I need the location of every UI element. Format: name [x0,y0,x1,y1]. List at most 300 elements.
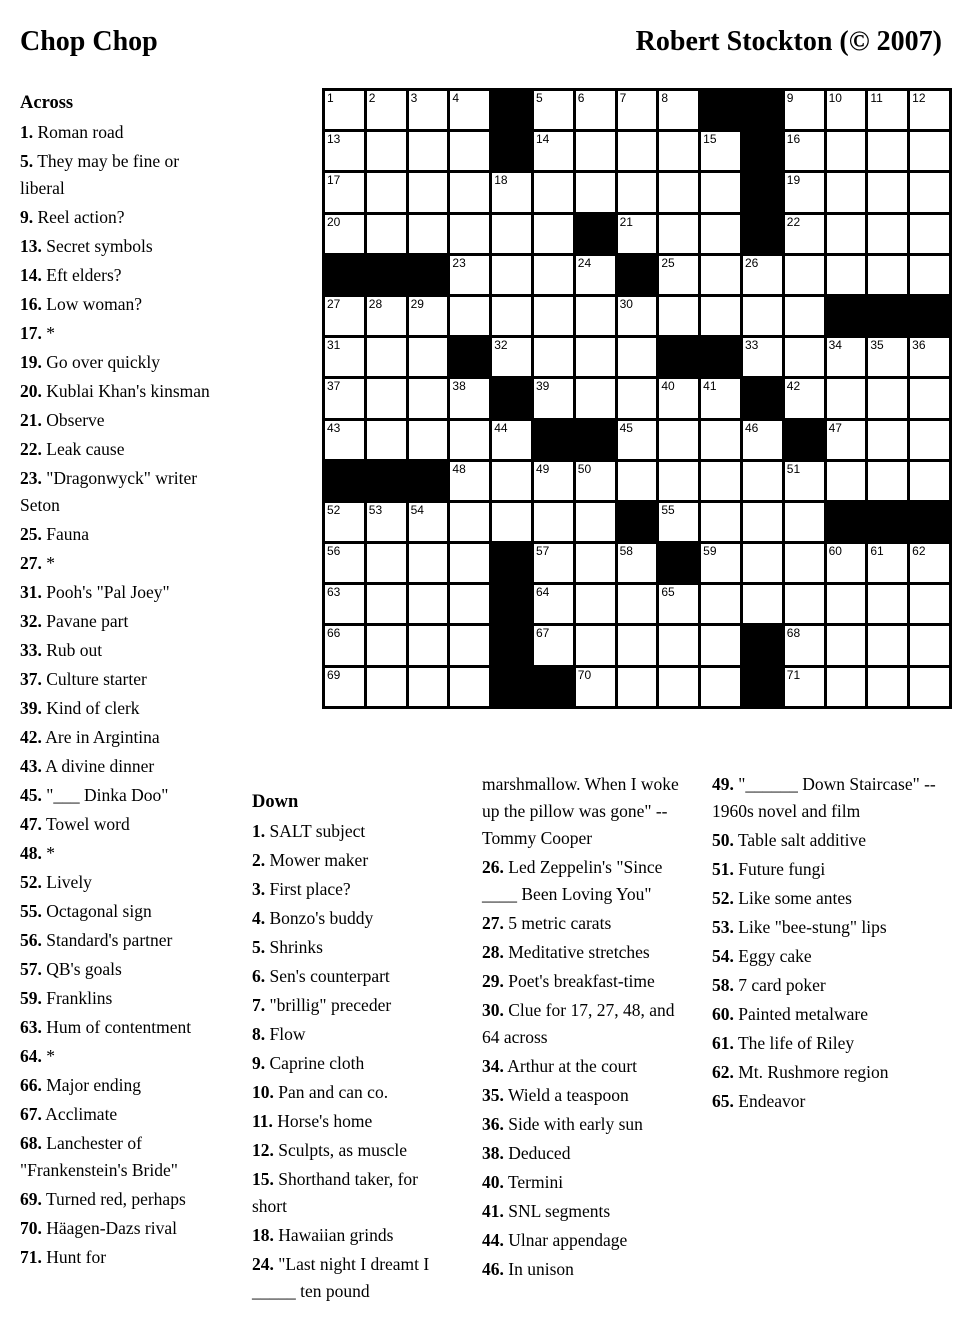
grid-cell[interactable] [450,132,489,170]
grid-cell[interactable] [743,421,782,459]
grid-cell[interactable] [409,421,448,459]
clue-item [482,1256,680,1283]
clue-number: 44. [482,1230,504,1250]
grid-cell[interactable] [325,503,364,541]
grid-cell[interactable] [325,668,364,706]
clue-item [482,854,680,908]
clue-text: * [46,1046,55,1066]
clue-item [712,972,952,999]
grid-cell[interactable] [701,173,740,211]
grid-cell[interactable] [576,668,615,706]
grid-cell[interactable] [785,544,824,582]
clue-number: 27. [20,553,42,573]
grid-cell[interactable] [910,256,949,294]
black-cell [325,256,364,294]
grid-cell[interactable] [576,585,615,623]
grid-cell[interactable] [659,256,698,294]
grid-cell[interactable] [409,132,448,170]
clue-item [20,956,222,983]
grid-cell[interactable] [576,297,615,335]
clue-text: Are in Argintina [45,727,160,747]
clue-text: Deduced [508,1143,571,1163]
clue-text: marshmallow. When I woke up the pillow was gone" -- Tommy Cooper [482,774,679,848]
grid-cell[interactable] [618,215,657,253]
clue-text: In unison [508,1259,574,1279]
grid-cell[interactable] [534,544,573,582]
grid-cell[interactable] [450,256,489,294]
grid-cell[interactable] [743,544,782,582]
clue-item [20,1130,222,1184]
clue-text: Go over quickly [46,352,160,372]
clue-number: 62. [712,1062,734,1082]
cell-number: 38 [452,379,466,394]
grid-cell[interactable] [409,544,448,582]
grid-cell[interactable] [534,256,573,294]
grid-cell[interactable] [910,338,949,376]
grid-cell[interactable] [785,503,824,541]
cell-number: 9 [786,91,794,105]
grid-cell[interactable] [910,585,949,623]
clue-number: 11. [252,1111,273,1131]
grid-cell[interactable] [827,462,866,500]
cell-number: 67 [535,626,550,641]
clue-number: 7. [252,995,266,1015]
grid-cell[interactable] [492,338,531,376]
clue-item [482,968,680,995]
grid-cell[interactable] [492,462,531,500]
black-cell [534,421,573,459]
grid-cell[interactable] [659,585,698,623]
grid-cell[interactable] [910,173,949,211]
cell-number: 27 [327,296,341,311]
grid-cell[interactable] [910,462,949,500]
grid-cell[interactable] [450,173,489,211]
grid-cell[interactable] [659,132,698,170]
grid-cell[interactable] [409,668,448,706]
grid-cell[interactable] [534,173,573,211]
clue-text: * [46,553,55,573]
grid-cell[interactable] [576,132,615,170]
clue-text: Culture starter [46,669,147,689]
grid-cell[interactable] [659,173,698,211]
grid-cell[interactable] [409,338,448,376]
black-cell [910,297,949,335]
grid-cell[interactable] [618,132,657,170]
clue-text: "___ Dinka Doo" [46,785,169,805]
grid-cell[interactable] [618,379,657,417]
cell-number: 36 [912,338,926,353]
black-cell [367,462,406,500]
clue-item [252,847,444,874]
grid-cell[interactable] [785,462,824,500]
black-cell [367,256,406,294]
grid-cell[interactable] [827,256,866,294]
cell-number: 23 [452,255,466,270]
grid-cell[interactable] [534,297,573,335]
cell-number: 29 [410,296,424,311]
clue-number: 39. [20,698,42,718]
cell-number: 25 [661,255,675,270]
grid-cell[interactable] [618,462,657,500]
grid-cell[interactable] [367,173,406,211]
grid-cell[interactable] [367,421,406,459]
grid-cell[interactable] [450,668,489,706]
cell-number: 3 [410,91,418,105]
clue-text: Eggy cake [738,946,812,966]
grid-cell[interactable] [659,668,698,706]
grid-cell[interactable] [659,215,698,253]
black-cell [827,297,866,335]
clue-text: Roman road [37,122,124,142]
clue-number: 8. [252,1024,266,1044]
grid-cell[interactable] [910,668,949,706]
grid-cell[interactable] [492,173,531,211]
clue-text: * [46,843,55,863]
grid-cell[interactable] [701,379,740,417]
grid-cell[interactable] [701,256,740,294]
clue-number: 46. [482,1259,504,1279]
grid-cell[interactable] [618,544,657,582]
clue-item [20,1186,222,1213]
clue-text: QB's goals [46,959,122,979]
grid-cell[interactable] [450,421,489,459]
clue-item [20,262,222,289]
black-cell [785,421,824,459]
grid-cell[interactable] [576,173,615,211]
grid-cell[interactable] [701,132,740,170]
clue-item [20,927,222,954]
grid-cell[interactable] [325,297,364,335]
grid-cell[interactable] [785,297,824,335]
grid-cell[interactable] [367,338,406,376]
cell-number: 13 [327,132,341,147]
grid-cell[interactable] [367,91,406,129]
clue-item [482,997,680,1051]
clue-text: Endeavor [738,1091,806,1111]
black-cell [492,585,531,623]
clue-number: 68. [20,1133,42,1153]
grid-cell[interactable] [910,91,949,129]
cell-number: 69 [327,667,341,682]
clue-item [252,1251,444,1305]
grid-cell[interactable] [910,379,949,417]
grid-cell[interactable] [827,91,866,129]
clue-text: Häagen-Dazs rival [46,1218,177,1238]
clue-item [482,1169,680,1196]
grid-cell[interactable] [325,338,364,376]
clue-column-across [20,90,222,1273]
grid-cell[interactable] [534,379,573,417]
clue-text: They may be fine or liberal [20,151,180,198]
grid-cell[interactable] [618,91,657,129]
grid-cell[interactable] [450,585,489,623]
grid-cell[interactable] [450,544,489,582]
grid-cell[interactable] [450,626,489,664]
clue-number: 56. [20,930,42,950]
grid-cell[interactable] [367,503,406,541]
grid-cell[interactable] [743,585,782,623]
grid-cell[interactable] [868,173,907,211]
grid-cell[interactable] [576,544,615,582]
grid-cell[interactable] [827,338,866,376]
grid-cell[interactable] [409,215,448,253]
grid-cell[interactable] [450,297,489,335]
grid-cell[interactable] [325,544,364,582]
cell-number: 6 [577,91,585,105]
grid-cell[interactable] [868,668,907,706]
clue-item [20,985,222,1012]
grid-cell[interactable] [827,544,866,582]
cell-number: 58 [619,544,633,559]
grid-cell[interactable] [785,91,824,129]
grid-cell[interactable] [785,668,824,706]
grid-cell[interactable] [450,503,489,541]
clue-text: Secret symbols [46,236,153,256]
grid-cell[interactable] [576,338,615,376]
cell-number: 5 [535,91,543,105]
cell-number: 30 [619,296,633,311]
grid-cell[interactable] [827,626,866,664]
grid-cell[interactable] [785,626,824,664]
grid-cell[interactable] [868,215,907,253]
grid-cell[interactable] [409,626,448,664]
clue-text: Led Zeppelin's "Since ____ Been Loving You" [482,857,663,904]
clue-text: The life of Riley [737,1033,855,1053]
clue-text: "Dragonwyck" writer Seton [20,468,198,515]
grid-cell[interactable] [743,256,782,294]
black-cell [910,503,949,541]
grid-cell[interactable] [534,585,573,623]
clue-item [20,1043,222,1070]
grid-cell[interactable] [910,626,949,664]
cell-number: 70 [577,667,592,682]
grid-cell[interactable] [450,462,489,500]
grid-cell[interactable] [659,297,698,335]
grid-cell[interactable] [827,585,866,623]
clue-number: 41. [482,1201,504,1221]
grid-cell[interactable] [367,544,406,582]
grid-cell[interactable] [827,668,866,706]
clue-number: 20. [20,381,42,401]
grid-cell[interactable] [868,91,907,129]
grid-cell[interactable] [325,215,364,253]
black-cell [492,668,531,706]
clue-text: Standard's partner [46,930,173,950]
grid-cell[interactable] [785,256,824,294]
grid-cell[interactable] [868,585,907,623]
clue-item [20,579,222,606]
clue-item [482,910,680,937]
black-cell [701,338,740,376]
grid-cell[interactable] [659,626,698,664]
grid-cell[interactable] [868,421,907,459]
grid-cell[interactable] [701,626,740,664]
clue-item [712,827,952,854]
grid-cell[interactable] [409,173,448,211]
grid-cell[interactable] [492,215,531,253]
grid-cell[interactable] [367,626,406,664]
grid-cell[interactable] [785,338,824,376]
grid-cell[interactable] [618,421,657,459]
grid-cell[interactable] [534,503,573,541]
grid-cell[interactable] [618,668,657,706]
grid-cell[interactable] [701,503,740,541]
grid-cell[interactable] [450,215,489,253]
clue-text: Turned red, perhaps [45,1189,186,1209]
clue-number: 16. [20,294,42,314]
cell-number: 49 [535,461,550,476]
clue-number: 65. [712,1091,734,1111]
grid-cell[interactable] [743,297,782,335]
grid-cell[interactable] [325,421,364,459]
clue-text: Bonzo's buddy [269,908,374,928]
grid-cell[interactable] [910,132,949,170]
clue-text: Rub out [46,640,103,660]
grid-cell[interactable] [910,544,949,582]
clue-item [20,811,222,838]
grid-cell[interactable] [450,379,489,417]
clue-number: 48. [20,843,42,863]
grid-cell[interactable] [325,585,364,623]
grid-cell[interactable] [659,379,698,417]
grid-cell[interactable] [576,256,615,294]
grid-cell[interactable] [576,91,615,129]
grid-cell[interactable] [409,585,448,623]
grid-cell[interactable] [325,132,364,170]
grid-cell[interactable] [618,626,657,664]
clue-text: Caprine cloth [269,1053,365,1073]
cell-number: 4 [452,91,460,105]
black-cell [618,503,657,541]
grid-cell[interactable] [868,379,907,417]
grid-cell[interactable] [910,215,949,253]
grid-cell[interactable] [618,585,657,623]
grid-cell[interactable] [701,297,740,335]
grid-cell[interactable] [409,503,448,541]
grid-cell[interactable] [409,91,448,129]
grid-cell[interactable] [534,338,573,376]
grid-cell[interactable] [785,585,824,623]
grid-cell[interactable] [868,256,907,294]
grid-cell[interactable] [534,91,573,129]
grid-cell[interactable] [827,379,866,417]
clue-number: 6. [252,966,266,986]
grid-cell[interactable] [325,173,364,211]
grid-cell[interactable] [701,462,740,500]
grid-cell[interactable] [534,215,573,253]
grid-cell[interactable] [659,421,698,459]
grid-cell[interactable] [868,462,907,500]
clue-item [712,914,952,941]
clue-number: 12. [252,1140,274,1160]
cell-number: 15 [703,132,717,147]
grid-cell[interactable] [743,503,782,541]
grid-cell[interactable] [868,338,907,376]
clue-text: Painted metalware [738,1004,868,1024]
clue-text: Acclimate [45,1104,118,1124]
cell-number: 64 [535,585,550,600]
clue-text: Side with early sun [508,1114,643,1134]
clue-number: 51. [712,859,734,879]
grid-cell[interactable] [367,132,406,170]
clue-number: 25. [20,524,42,544]
grid-cell[interactable] [618,338,657,376]
grid-cell[interactable] [659,462,698,500]
clue-item [712,1001,952,1028]
grid-cell[interactable] [618,297,657,335]
grid-cell[interactable] [785,132,824,170]
grid-cell[interactable] [367,297,406,335]
grid-cell[interactable] [450,91,489,129]
grid-cell[interactable] [367,668,406,706]
clue-number: 30. [482,1000,504,1020]
black-cell [325,462,364,500]
grid-cell[interactable] [827,132,866,170]
grid-cell[interactable] [743,462,782,500]
grid-cell[interactable] [367,215,406,253]
grid-cell[interactable] [576,379,615,417]
grid-cell[interactable] [701,668,740,706]
clue-text: Like some antes [738,888,852,908]
grid-cell[interactable] [367,585,406,623]
grid-cell[interactable] [701,544,740,582]
grid-cell[interactable] [785,379,824,417]
grid-cell[interactable] [576,626,615,664]
grid-cell[interactable] [534,626,573,664]
grid-cell[interactable] [325,379,364,417]
grid-cell[interactable] [827,421,866,459]
grid-cell[interactable] [868,626,907,664]
grid-cell[interactable] [785,215,824,253]
clue-text: Hunt for [46,1247,107,1267]
grid-cell[interactable] [868,544,907,582]
grid-cell[interactable] [534,462,573,500]
grid-cell[interactable] [659,503,698,541]
grid-cell[interactable] [827,215,866,253]
clue-number: 36. [482,1114,504,1134]
grid-cell[interactable] [785,173,824,211]
grid-cell[interactable] [492,503,531,541]
cell-number: 43 [327,420,341,435]
grid-cell[interactable] [743,338,782,376]
grid-cell[interactable] [325,91,364,129]
clue-number: 67. [20,1104,42,1124]
grid-cell[interactable] [325,626,364,664]
grid-cell[interactable] [576,462,615,500]
grid-cell[interactable] [868,132,907,170]
clue-text: SALT subject [269,821,366,841]
grid-cell[interactable] [659,91,698,129]
grid-cell[interactable] [367,379,406,417]
clue-item [20,782,222,809]
grid-cell[interactable] [492,256,531,294]
grid-cell[interactable] [618,173,657,211]
grid-cell[interactable] [492,421,531,459]
grid-cell[interactable] [492,297,531,335]
grid-cell[interactable] [701,585,740,623]
black-cell [492,132,531,170]
cell-number: 31 [327,338,341,353]
grid-cell[interactable] [701,215,740,253]
grid-cell[interactable] [534,132,573,170]
clue-text: A divine dinner [45,756,155,776]
grid-cell[interactable] [409,297,448,335]
grid-cell[interactable] [576,503,615,541]
grid-cell[interactable] [910,421,949,459]
grid-cell[interactable] [701,421,740,459]
grid-cell[interactable] [827,173,866,211]
grid-cell[interactable] [409,379,448,417]
